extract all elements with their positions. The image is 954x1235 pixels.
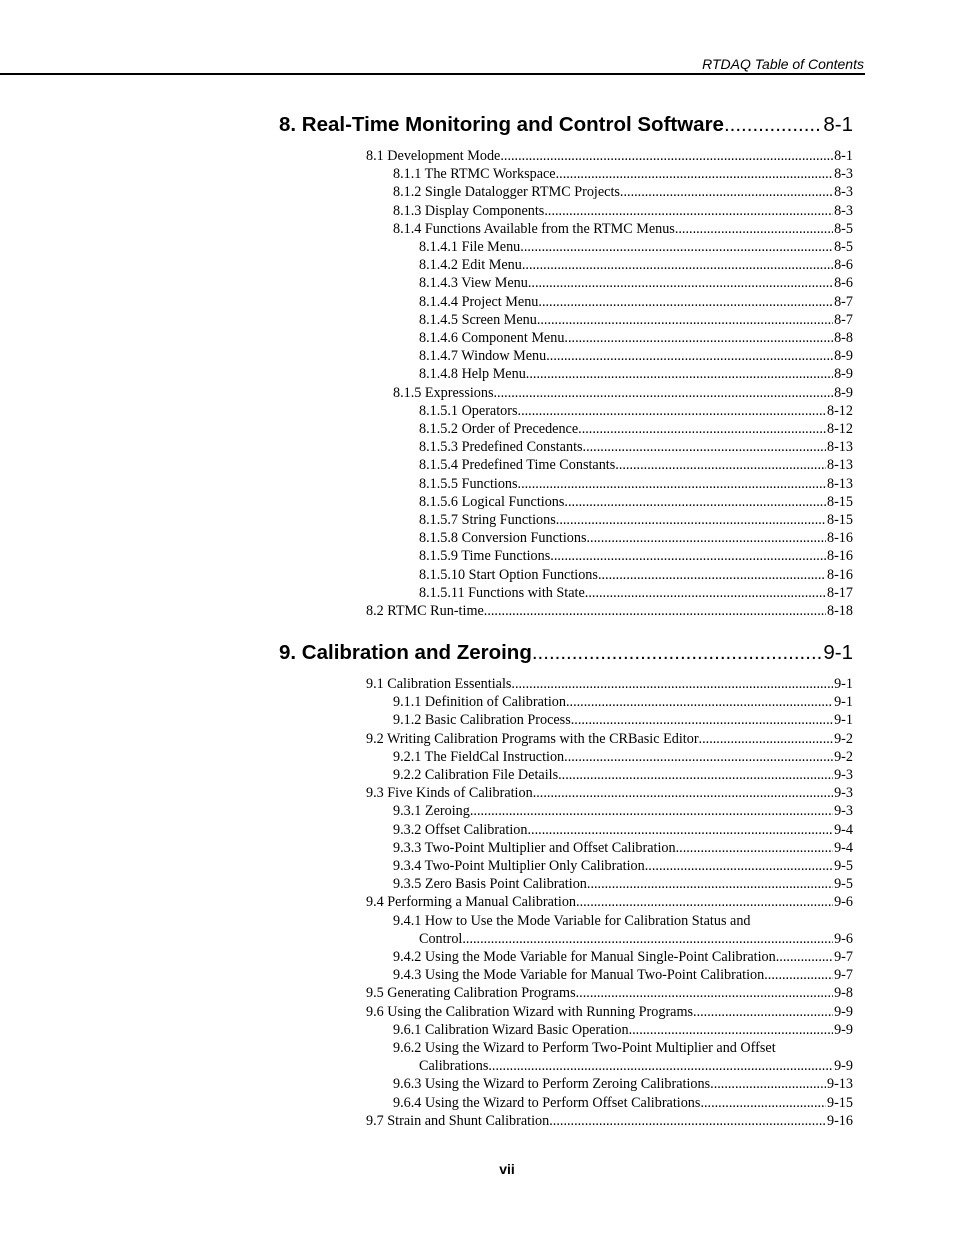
dot-leader xyxy=(576,984,833,1002)
toc-entry-title: 8.1.4.6 Component Menu xyxy=(419,330,565,347)
toc-entry-title: 8.1.4.8 Help Menu xyxy=(419,366,526,383)
running-header-title: RTDAQ Table of Contents xyxy=(702,56,864,72)
toc-entry-title: 8.2 RTMC Run-time xyxy=(366,603,484,620)
toc-entry[interactable] xyxy=(366,802,853,820)
toc-entry[interactable] xyxy=(366,966,853,984)
toc-entry-page: 8-18 xyxy=(826,603,853,620)
toc-entry-title: 9.4.1 How to Use the Mode Variable for Calibration Status and xyxy=(393,912,751,929)
toc-entry[interactable] xyxy=(366,839,853,857)
toc-entry-page: 9-16 xyxy=(826,1112,853,1129)
toc-entry-title: 8.1.4.1 File Menu xyxy=(419,239,521,256)
dot-leader xyxy=(576,893,833,911)
toc-entry-title: 9.3.1 Zeroing xyxy=(393,803,470,820)
toc-entry[interactable] xyxy=(366,456,853,474)
toc-entry-title: 9.6.3 Using the Wizard to Perform Zeroing Calibrations xyxy=(393,1076,711,1093)
toc-entry-title: 8.1.4 Functions Available from the RTMC Menus xyxy=(393,220,675,237)
toc-entry-page: 8-13 xyxy=(826,439,853,456)
toc-entry-page: 8-12 xyxy=(826,421,853,438)
dot-leader xyxy=(558,766,833,784)
dot-leader xyxy=(511,675,833,693)
toc-entry[interactable] xyxy=(366,311,853,329)
dot-leader xyxy=(645,857,833,875)
dot-leader xyxy=(764,966,833,984)
header-rule xyxy=(0,73,865,75)
dot-leader xyxy=(564,329,833,347)
toc-entry[interactable] xyxy=(366,675,853,693)
toc-entry-title: 9.3 Five Kinds of Calibration xyxy=(366,785,533,802)
toc-entry-title: 9.6.1 Calibration Wizard Basic Operation xyxy=(393,1021,629,1038)
toc-entry-title: 9.1 Calibration Essentials xyxy=(366,676,512,692)
chapter-title: 9. Calibration and Zeroing xyxy=(279,641,532,664)
dot-leader xyxy=(676,839,833,857)
toc-entry[interactable] xyxy=(366,711,853,729)
dot-leader xyxy=(615,456,826,474)
toc-entry-page: 8-5 xyxy=(834,220,853,237)
toc-entry[interactable] xyxy=(366,748,853,766)
toc-entry-page: 8-17 xyxy=(826,584,853,601)
toc-entry-title: 8.1.2 Single Datalogger RTMC Projects xyxy=(393,184,620,201)
toc-entry[interactable] xyxy=(366,238,853,256)
toc-entry-title: 9.2 Writing Calibration Programs with the CRBasic Editor xyxy=(366,730,699,747)
dot-leader xyxy=(585,584,826,602)
toc-entry[interactable] xyxy=(366,857,853,875)
toc-entry[interactable] xyxy=(366,547,853,565)
toc-entry[interactable] xyxy=(366,475,853,493)
dot-leader xyxy=(528,821,834,839)
dot-leader xyxy=(556,511,826,529)
toc-entry-page: 8-15 xyxy=(826,493,853,510)
toc-entry-title: 9.6.4 Using the Wizard to Perform Offset Calibrations xyxy=(393,1094,701,1111)
toc-entry[interactable] xyxy=(366,402,853,420)
toc-entry-title: 9.7 Strain and Shunt Calibration xyxy=(366,1112,550,1129)
dot-leader xyxy=(699,730,834,748)
chapter-page-number: 9-1 xyxy=(823,641,853,664)
toc-entry-page: 9-15 xyxy=(826,1094,853,1111)
dot-leader xyxy=(549,1112,826,1130)
toc-entry[interactable] xyxy=(366,529,853,547)
toc-entry-page: 8-8 xyxy=(834,330,853,347)
toc-entry-title: 8.1.4.3 View Menu xyxy=(419,275,528,292)
toc-entry-page: 8-7 xyxy=(834,293,853,310)
toc-entry-title: 8.1.4.2 Edit Menu xyxy=(419,257,522,274)
dot-leader xyxy=(571,711,833,729)
dot-leader xyxy=(488,1057,833,1075)
toc-entry-page: 9-13 xyxy=(826,1076,853,1093)
toc-entry-title: 8.1.1 The RTMC Workspace xyxy=(393,166,556,183)
toc-entry-page: 9-1 xyxy=(834,676,853,692)
toc-entry-title: 9.6.2 Using the Wizard to Perform Two-Point Multiplier and Offset xyxy=(393,1040,776,1057)
toc-entry-title: 9.2.1 The FieldCal Instruction xyxy=(393,748,565,765)
toc-entry[interactable] xyxy=(366,365,853,383)
dot-leader xyxy=(710,1075,826,1093)
toc-entry-title: 9.5 Generating Calibration Programs xyxy=(366,985,576,1002)
toc-entry-page: 8-15 xyxy=(826,512,853,529)
toc-entry-title-continued: Calibrations xyxy=(419,1058,489,1075)
dot-leader xyxy=(620,183,833,201)
dot-leader xyxy=(776,948,833,966)
toc-entry[interactable] xyxy=(366,893,853,911)
toc-entry-page: 9-6 xyxy=(834,894,853,911)
toc-entry[interactable] xyxy=(366,984,853,1002)
toc-entry-page: 9-9 xyxy=(834,1021,853,1038)
toc-entry-page: 9-5 xyxy=(834,876,853,893)
toc-entry-title: 8.1.4.5 Screen Menu xyxy=(419,311,537,328)
dot-leader xyxy=(675,220,833,238)
toc-entry-title: 9.1.2 Basic Calibration Process xyxy=(393,712,571,729)
dot-leader xyxy=(693,1003,833,1021)
dot-leader xyxy=(564,748,833,766)
toc-entry-page: 9-6 xyxy=(834,930,853,947)
toc-entry-page: 8-13 xyxy=(826,475,853,492)
toc-entry-page: 8-7 xyxy=(834,311,853,328)
toc-entry-title: 8.1.5.11 Functions with State xyxy=(419,584,585,601)
toc-entry-page: 8-9 xyxy=(834,366,853,383)
toc-entry[interactable] xyxy=(366,912,853,930)
toc-entry-page: 8-3 xyxy=(834,202,853,219)
toc-entry-title: 9.3.4 Two-Point Multiplier Only Calibration xyxy=(393,858,645,875)
dot-leader xyxy=(526,365,833,383)
toc-entry[interactable] xyxy=(366,1021,853,1039)
toc-entry-page: 8-9 xyxy=(834,348,853,365)
toc-entry[interactable] xyxy=(366,147,853,165)
toc-entry-title: 8.1.5.5 Functions xyxy=(419,475,518,492)
toc-entry[interactable] xyxy=(366,202,853,220)
chapter-9-heading[interactable] xyxy=(279,640,853,666)
toc-entry-page: 9-3 xyxy=(834,785,853,802)
toc-entry-title: 8.1.5.2 Order of Precedence xyxy=(419,421,579,438)
toc-entry-title: 8.1.5.7 String Functions xyxy=(419,512,556,529)
toc-entry[interactable] xyxy=(366,784,853,802)
toc-entry[interactable] xyxy=(366,1003,853,1021)
toc-entry-page: 8-6 xyxy=(834,275,853,292)
toc-entry-page: 8-13 xyxy=(826,457,853,474)
toc-entry[interactable] xyxy=(366,420,853,438)
toc-entry-title: 8.1.5.10 Start Option Functions xyxy=(419,566,598,583)
footer-page-number: vii xyxy=(499,1161,515,1177)
dot-leader xyxy=(528,274,833,292)
toc-entry[interactable] xyxy=(366,165,853,183)
dot-leader xyxy=(533,784,833,802)
toc-entry-title: 8.1.5.8 Conversion Functions xyxy=(419,530,587,547)
dot-leader xyxy=(700,1094,826,1112)
toc-entry-title: 9.4 Performing a Manual Calibration xyxy=(366,894,577,911)
toc-entry-title: 9.3.2 Offset Calibration xyxy=(393,821,528,838)
toc-entry-title: 9.1.1 Definition of Calibration xyxy=(393,694,566,711)
toc-entry-title: 8.1.5.4 Predefined Time Constants xyxy=(419,457,616,474)
toc-entry[interactable] xyxy=(366,730,853,748)
dot-leader xyxy=(546,347,833,365)
toc-entry[interactable] xyxy=(366,493,853,511)
toc-entry[interactable] xyxy=(366,329,853,347)
toc-entry-page: 9-7 xyxy=(834,949,853,966)
toc-entry-title: 9.2.2 Calibration File Details xyxy=(393,767,559,784)
dot-leader xyxy=(550,547,826,565)
toc-entry[interactable] xyxy=(366,220,853,238)
chapter-8-toc-entries xyxy=(366,147,853,620)
toc-entry[interactable] xyxy=(366,1039,853,1057)
dot-leader xyxy=(518,402,826,420)
toc-entry[interactable] xyxy=(366,602,853,620)
toc-entry[interactable] xyxy=(366,293,853,311)
dot-leader xyxy=(556,165,833,183)
toc-entry[interactable] xyxy=(366,1112,853,1130)
toc-entry-title: 8.1.5.1 Operators xyxy=(419,402,518,419)
chapter-title: 8. Real-Time Monitoring and Control Software xyxy=(279,113,724,136)
toc-entry-title: 8.1.5.6 Logical Functions xyxy=(419,493,565,510)
dot-leader xyxy=(532,640,823,666)
toc-entry-title: 8.1 Development Mode xyxy=(366,148,501,164)
toc-entry-page: 9-8 xyxy=(834,985,853,1002)
toc-entry[interactable] xyxy=(366,274,853,292)
dot-leader xyxy=(578,420,826,438)
toc-entry-page: 8-6 xyxy=(834,257,853,274)
dot-leader xyxy=(587,875,833,893)
toc-entry[interactable] xyxy=(366,384,853,402)
dot-leader xyxy=(566,693,833,711)
dot-leader xyxy=(544,202,833,220)
toc-entry-title: 8.1.4.7 Window Menu xyxy=(419,348,547,365)
chapter-page-number: 8-1 xyxy=(823,113,853,136)
dot-leader xyxy=(462,930,833,948)
toc-entry[interactable] xyxy=(366,566,853,584)
toc-entry-page: 9-2 xyxy=(834,748,853,765)
dot-leader xyxy=(724,112,822,138)
toc-entry-title: 8.1.5.3 Predefined Constants xyxy=(419,439,583,456)
toc-entry-page: 9-3 xyxy=(834,803,853,820)
chapter-9-toc-entries xyxy=(366,675,853,1130)
toc-entry[interactable] xyxy=(366,1075,853,1093)
toc-entry-continuation[interactable] xyxy=(366,930,853,948)
dot-leader xyxy=(587,529,826,547)
dot-leader xyxy=(470,802,833,820)
toc-entry[interactable] xyxy=(366,511,853,529)
toc-entry-continuation[interactable] xyxy=(366,1057,853,1075)
toc-entry-page: 8-9 xyxy=(834,384,853,401)
toc-entry-title: 9.4.3 Using the Mode Variable for Manual Two-Point Calibration xyxy=(393,967,765,984)
toc-entry-title: 8.1.5 Expressions xyxy=(393,384,494,401)
toc-entry-page: 8-12 xyxy=(826,402,853,419)
toc-entry-title: 9.4.2 Using the Mode Variable for Manual Single-Point Calibration xyxy=(393,949,776,966)
dot-leader xyxy=(518,475,826,493)
chapter-8-heading[interactable] xyxy=(279,112,853,138)
toc-entry-title-continued: Control xyxy=(419,930,463,947)
toc-entry[interactable] xyxy=(366,766,853,784)
dot-leader xyxy=(583,438,826,456)
dot-leader xyxy=(522,256,833,274)
dot-leader xyxy=(629,1021,834,1039)
dot-leader xyxy=(484,602,826,620)
toc-entry-page: 9-2 xyxy=(834,730,853,747)
toc-entry-page: 9-1 xyxy=(834,694,853,711)
dot-leader xyxy=(564,493,826,511)
toc-entry-page: 8-3 xyxy=(834,166,853,183)
toc-entry[interactable] xyxy=(366,948,853,966)
toc-entry[interactable] xyxy=(366,438,853,456)
toc-entry[interactable] xyxy=(366,1094,853,1112)
toc-entry-page: 9-4 xyxy=(834,821,853,838)
toc-entry-title: 9.3.3 Two-Point Multiplier and Offset Calibration xyxy=(393,839,676,856)
toc-entry-page: 8-5 xyxy=(834,239,853,256)
toc-entry[interactable] xyxy=(366,584,853,602)
dot-leader xyxy=(500,147,833,165)
dot-leader xyxy=(520,238,833,256)
toc-entry-title: 8.1.5.9 Time Functions xyxy=(419,548,551,565)
toc-entry[interactable] xyxy=(366,256,853,274)
toc-entry-page: 8-16 xyxy=(826,566,853,583)
dot-leader xyxy=(537,311,833,329)
toc-entry-page: 8-16 xyxy=(826,530,853,547)
toc-entry[interactable] xyxy=(366,821,853,839)
toc-entry-title: 9.3.5 Zero Basis Point Calibration xyxy=(393,876,587,893)
toc-entry-title: 8.1.4.4 Project Menu xyxy=(419,293,539,310)
dot-leader xyxy=(598,566,826,584)
toc-entry-page: 9-3 xyxy=(834,767,853,784)
toc-entry-page: 9-1 xyxy=(834,712,853,729)
toc-entry[interactable] xyxy=(366,875,853,893)
toc-entry[interactable] xyxy=(366,183,853,201)
toc-entry-title: 9.6 Using the Calibration Wizard with Running Programs xyxy=(366,1003,694,1020)
toc-entry-page: 9-4 xyxy=(834,839,853,856)
toc-entry-page: 9-9 xyxy=(834,1003,853,1020)
toc-entry-page: 9-5 xyxy=(834,858,853,875)
toc-entry[interactable] xyxy=(366,693,853,711)
toc-entry-page: 8-3 xyxy=(834,184,853,201)
toc-entry[interactable] xyxy=(366,347,853,365)
toc-entry-page: 8-16 xyxy=(826,548,853,565)
dot-leader xyxy=(538,293,833,311)
toc-entry-page: 9-7 xyxy=(834,967,853,984)
toc-entry-title: 8.1.3 Display Components xyxy=(393,202,545,219)
toc-entry-page: 8-1 xyxy=(834,148,853,164)
dot-leader xyxy=(494,384,834,402)
toc-entry-page: 9-9 xyxy=(834,1058,853,1075)
